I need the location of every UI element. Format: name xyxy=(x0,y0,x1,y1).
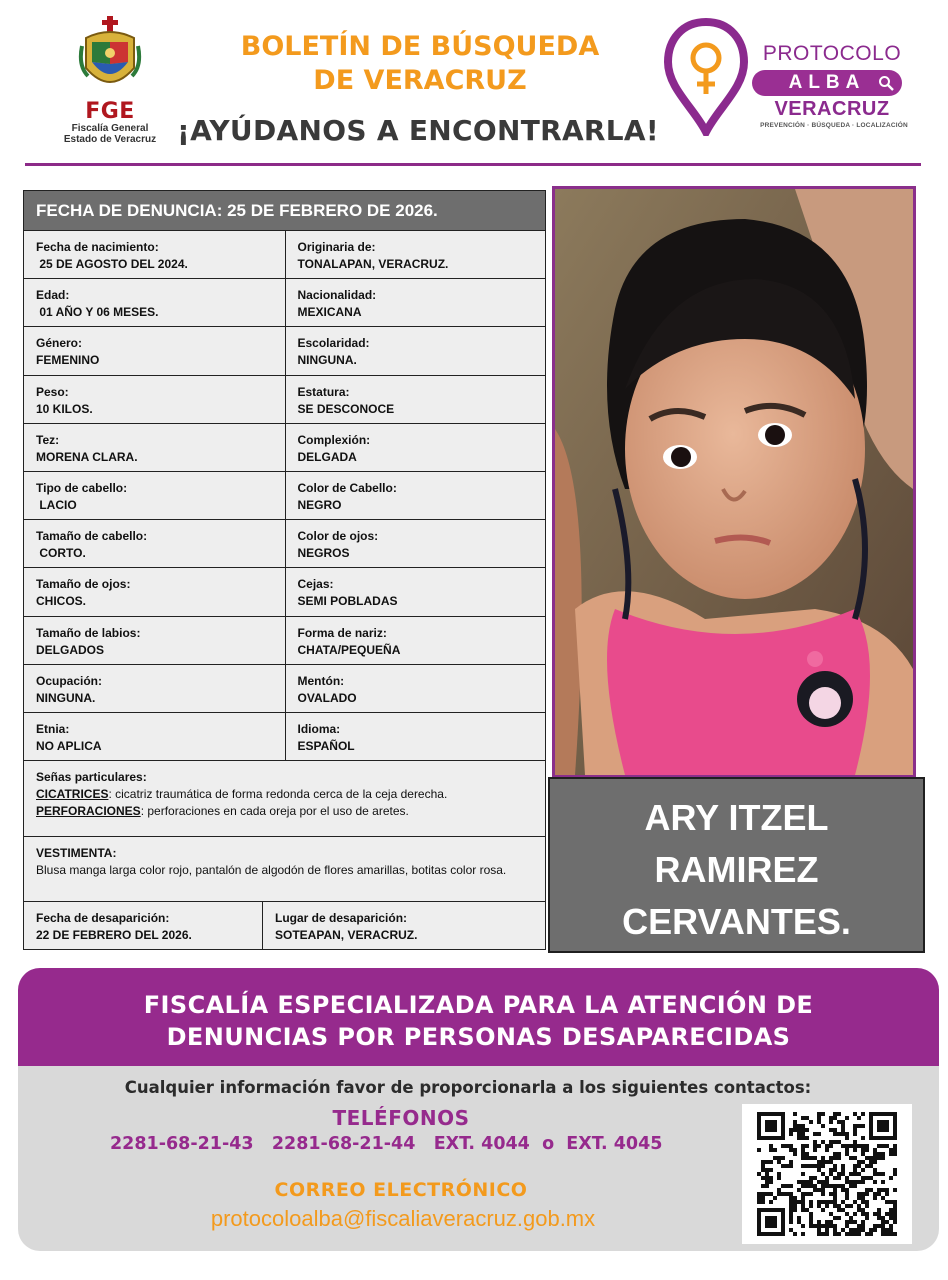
piercings-label: PERFORACIONES xyxy=(36,804,141,819)
distinguishing-marks xyxy=(24,761,545,837)
field-value: 25 DE AGOSTO DEL 2024. xyxy=(36,257,188,271)
details-cell-left xyxy=(24,231,285,278)
missing-person-photo xyxy=(552,186,916,778)
details-cell-left xyxy=(24,279,285,326)
details-row xyxy=(24,327,545,375)
field-label: Ocupación: xyxy=(36,673,103,688)
alba-text-veracruz: VERACRUZ xyxy=(774,98,890,120)
disappearance-row xyxy=(24,902,545,949)
field-value: 10 KILOS. xyxy=(36,401,93,416)
field-label: Tamaño de ojos: xyxy=(36,577,131,592)
field-value: CHICOS. xyxy=(36,594,87,609)
details-cell-right xyxy=(285,665,546,712)
alba-tagline: PREVENCIÓN · BÚSQUEDA · LOCALIZACIÓN xyxy=(760,122,908,129)
details-rows xyxy=(24,231,545,761)
distinguishing-marks-label: Señas particulares: xyxy=(36,770,147,785)
details-row xyxy=(24,279,545,327)
missing-place-value: SOTEAPAN, VERACRUZ. xyxy=(275,928,418,943)
clothing-label: VESTIMENTA: xyxy=(36,846,117,861)
field-label: Cejas: xyxy=(297,577,334,592)
details-cell-left xyxy=(24,568,285,615)
clothing xyxy=(24,837,545,902)
field-label: Color de Cabello: xyxy=(297,480,397,495)
field-value: ESPAÑOL xyxy=(297,738,355,753)
details-cell-left xyxy=(24,520,285,567)
details-cell-right xyxy=(285,472,546,519)
alba-text-alba: ALBA xyxy=(788,72,866,93)
details-cell-right xyxy=(285,424,546,471)
field-value: SEMI POBLADAS xyxy=(297,594,398,609)
name-line2: RAMIREZ xyxy=(654,849,819,890)
field-label: Tipo de cabello: xyxy=(36,480,128,495)
location-pin-female-icon xyxy=(664,18,748,136)
missing-date-cell xyxy=(24,902,262,949)
scars-label: CICATRICES xyxy=(36,787,109,802)
field-label: Originaria de: xyxy=(297,240,376,254)
field-value: SE DESCONOCE xyxy=(297,401,395,416)
details-cell-left xyxy=(24,665,285,712)
field-label: Tez: xyxy=(36,432,60,447)
alba-text-pill xyxy=(752,70,902,96)
field-value: NINGUNA. xyxy=(36,690,96,705)
child-portrait-image xyxy=(555,189,913,775)
details-cell-left xyxy=(24,617,285,664)
fge-logo xyxy=(58,16,162,145)
bulletin-title-line1: BOLETÍN DE BÚSQUEDA xyxy=(240,31,600,62)
scars-line xyxy=(36,786,533,803)
fge-name-line1: Fiscalía General xyxy=(71,123,149,134)
field-value: OVALADO xyxy=(297,690,357,705)
missing-place-cell xyxy=(262,902,545,949)
field-value: MORENA CLARA. xyxy=(36,449,138,464)
details-row xyxy=(24,713,545,761)
missing-date-label: Fecha de desaparición: xyxy=(36,911,170,926)
details-row xyxy=(24,231,545,279)
field-value: DELGADOS xyxy=(36,642,105,657)
clothing-text: Blusa manga larga color rojo, pantalón de algodón de flores amarillas, botitas color rosa. xyxy=(36,863,507,878)
field-value: NO APLICA xyxy=(36,738,102,753)
name-line3: CERVANTES. xyxy=(622,901,851,942)
bulletin-title xyxy=(200,30,640,98)
bulletin-title-line2: DE VERACRUZ xyxy=(313,65,527,96)
details-cell-left xyxy=(24,376,285,423)
agency-line2: DENUNCIAS POR PERSONAS DESAPARECIDAS xyxy=(166,1023,791,1051)
details-cell-right xyxy=(285,327,546,374)
field-value: CORTO. xyxy=(36,546,86,561)
extension-2: EXT. 4045 xyxy=(566,1134,663,1154)
veracruz-seal-icon xyxy=(78,16,142,96)
details-cell-right xyxy=(285,568,546,615)
email-heading: CORREO ELECTRÓNICO xyxy=(274,1179,528,1201)
field-label: Color de ojos: xyxy=(297,529,379,544)
piercings-line xyxy=(36,803,533,820)
report-date-header: FECHA DE DENUNCIA: 25 DE FEBRERO DE 2026. xyxy=(24,191,545,231)
bulletin-subtitle: ¡AYÚDANOS A ENCONTRARLA! xyxy=(177,114,659,147)
contact-panel xyxy=(18,1066,939,1251)
alba-text-protocolo: PROTOCOLO xyxy=(762,42,902,65)
details-cell-right xyxy=(285,617,546,664)
details-cell-right xyxy=(285,376,546,423)
field-label: Complexión: xyxy=(297,432,371,447)
name-line1: ARY ITZEL xyxy=(644,797,829,838)
fge-abbreviation: FGE xyxy=(85,99,135,124)
field-value: NEGROS xyxy=(297,546,350,561)
extension-joiner: o xyxy=(542,1134,555,1154)
details-cell-right xyxy=(285,713,546,760)
fge-name-line2: Estado de Veracruz xyxy=(63,134,157,145)
field-value: TONALAPAN, VERACRUZ. xyxy=(297,257,449,271)
field-value: CHATA/PEQUEÑA xyxy=(297,642,401,657)
email-link[interactable]: protocoloalba@fiscaliaveracruz.gob.mx xyxy=(210,1206,596,1231)
header-divider xyxy=(25,163,921,166)
field-label: Forma de nariz: xyxy=(297,625,387,640)
phone-numbers xyxy=(110,1134,710,1154)
details-row xyxy=(24,424,545,472)
scars-text: : cicatriz traumática de forma redonda cerca de la ceja derecha. xyxy=(108,787,448,802)
missing-date-value: 22 DE FEBRERO DEL 2026. xyxy=(36,928,192,943)
details-cell-left xyxy=(24,424,285,471)
phone-1[interactable]: 2281-68-21-43 xyxy=(110,1134,254,1154)
field-label: Fecha de nacimiento: xyxy=(36,240,159,254)
phone-2[interactable]: 2281-68-21-44 xyxy=(271,1134,416,1154)
field-value: MEXICANA xyxy=(297,305,362,320)
agency-line1: FISCALÍA ESPECIALIZADA PARA LA ATENCIÓN DE xyxy=(143,991,814,1019)
field-value: 01 AÑO Y 06 MESES. xyxy=(36,305,159,320)
field-value: LACIO xyxy=(36,497,77,512)
details-cell-left xyxy=(24,472,285,519)
field-label: Tamaño de cabello: xyxy=(36,529,148,544)
details-row xyxy=(24,376,545,424)
bulletin-header xyxy=(0,0,948,170)
details-row xyxy=(24,617,545,665)
missing-person-name xyxy=(548,777,925,953)
qr-code[interactable] xyxy=(742,1104,912,1244)
details-cell-right xyxy=(285,520,546,567)
field-label: Etnia: xyxy=(36,721,70,736)
field-label: Idioma: xyxy=(297,721,341,736)
field-label: Tamaño de labios: xyxy=(36,625,141,640)
details-cell-left xyxy=(24,713,285,760)
protocolo-alba-logo xyxy=(660,18,920,138)
contact-intro: Cualquier información favor de proporcionarla a los siguientes contactos: xyxy=(124,1078,812,1097)
phones-heading: TELÉFONOS xyxy=(332,1106,470,1130)
details-cell-left xyxy=(24,327,285,374)
field-value: NEGRO xyxy=(297,497,342,512)
field-label: Estatura: xyxy=(297,384,350,399)
details-cell-right xyxy=(285,231,546,278)
field-value: FEMENINO xyxy=(36,353,100,368)
field-label: Edad: xyxy=(36,288,70,303)
field-label: Nacionalidad: xyxy=(297,288,377,303)
person-details-table xyxy=(23,190,546,950)
details-row xyxy=(24,520,545,568)
magnifier-icon xyxy=(878,75,894,91)
agency-banner xyxy=(18,968,939,1066)
details-row xyxy=(24,568,545,616)
field-label: Mentón: xyxy=(297,673,345,688)
details-cell-right xyxy=(285,279,546,326)
field-value: DELGADA xyxy=(297,449,357,464)
field-value: NINGUNA. xyxy=(297,353,357,368)
extension-1: EXT. 4044 xyxy=(433,1134,530,1154)
field-label: Escolaridad: xyxy=(297,336,370,351)
piercings-text: : perforaciones en cada oreja por el uso de aretes. xyxy=(140,804,409,819)
details-row xyxy=(24,472,545,520)
field-label: Peso: xyxy=(36,384,69,399)
field-label: Género: xyxy=(36,336,83,351)
qr-code-icon xyxy=(757,1112,897,1236)
details-row xyxy=(24,665,545,713)
missing-place-label: Lugar de desaparición: xyxy=(275,911,408,926)
